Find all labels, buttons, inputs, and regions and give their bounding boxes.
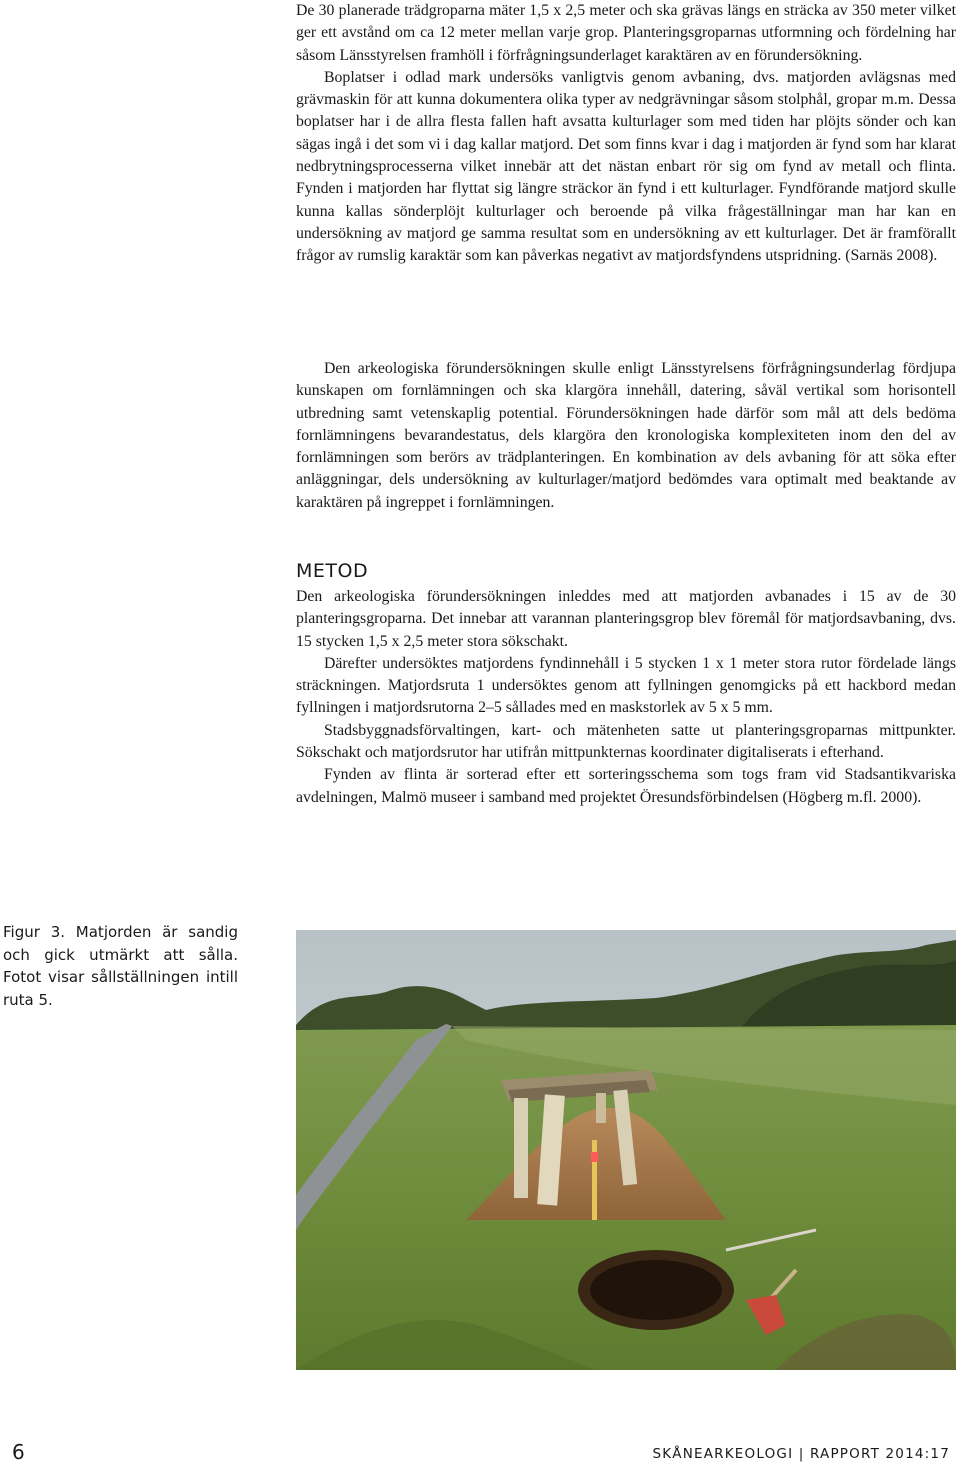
section-heading: METOD [296,560,369,582]
paragraph: Stadsbyggnadsförvaltingen, kart- och mätenheten satte ut planteringsgroparnas mittpunkter. Sökschakt och matjordsrutor har utifrån mittpunkternas koordinater digitaliserats i efterhand. [296,721,956,762]
paragraph: De 30 planerade trädgroparna mäter 1,5 x 2,5 meter och ska grävas längs en sträcka av 350 meter vilket ger ett avstånd om ca 12 meter mellan varje grop. Planteringsgroparnas utformning och fördelning har såsom Länsstyrelsen framhöll i förfrågningsunderlaget karaktären av en förundersökning. [296,2,956,64]
paragraph: Fynden av flinta är sorterad efter ett sorteringsschema som togs fram vid Stadsantikvariska avdelningen, Malmö museer i samband med projektet Öresundsförbindelsen (Högberg m.fl. 2000). [296,766,956,806]
figure-photo [296,930,956,1370]
figure-caption: Figur 3. Matjorden är sandig och gick utmärkt att sålla. Fotot visar sållställningen intill ruta 5. [3,923,238,1009]
running-footer: SKÅNEARKEOLOGI | RAPPORT 2014:17 [652,1446,950,1462]
body-text-purpose [296,358,956,514]
page-number: 6 [12,1440,25,1464]
body-text-method [296,586,956,809]
paragraph: Boplatser i odlad mark undersöks vanligtvis genom avbaning, dvs. matjorden avlägsnas med grävmaskin för att kunna dokumentera olika typer av nedgrävningar såsom stolphål, gropar m.m. Dessa boplatser har i de allra flesta fallen haft avsatta kulturlager som med tiden har plöjts sönder och kan sägas ingå i det som vi i dag kallar matjord. Det som finns kvar i dag i matjorden är fynd som har klarat nedbrytningsprocesserna vilket innebär att det nästan enbart rör sig om fynd av metall och flinta. Fynden i matjorden har flyttat sig längre sträckor än fynd i ett kulturlager. Fyndförande matjord skulle kunna kallas sönderplöjt kulturlager och beroende på vilka frågeställningar man har kan en undersökning av matjord ge samma resultat som en undersökning av ett kulturlager. Det är framförallt frågor av rumslig karaktär som kan påverkas negativt av matjordsfyndens utspridning. (Sarnäs 2008). [296,68,956,265]
paragraph: Därefter undersöktes matjordens fyndinnehåll i 5 stycken 1 x 1 meter stora rutor fördelade längs sträckningen. Matjordsruta 1 undersöktes genom att fyllningen genomgicks på ett hackbord medan fyllningen i matjordsrutorna 2–5 sållades med en maskstorlek av 5 x 5 mm. [296,654,956,717]
paragraph: Den arkeologiska förundersökningen inleddes med att matjorden avbanades i 15 av de 30 planteringsgroparna. Det innebar att varannan planteringsgrop blev föremål för matjordsavbaning, dvs. 15 stycken 1,5 x 2,5 meter stora sökschakt. [296,588,956,650]
body-text-top [296,0,956,268]
paragraph: Den arkeologiska förundersökningen skulle enligt Länsstyrelsens förfrågningsunderlag fördjupa kunskapen om fornlämningen och ska klargöra innehåll, datering, såväl vertikal som horisontell utbredning samt vetenskaplig potential. Förundersökningen hade därför som mål att dels bedöma fornlämningens bevarandestatus, dels klargöra den kronologiska komplexiteten inom den del av fornlämningen som berörs av trädplanteringen. En kombination av dels avbaning för att söka efter anläggningar, dels undersökning av kulturlager/matjord bedömdes vara optimalt med beaktande av karaktären på ingreppet i fornlämningen. [296,360,956,511]
